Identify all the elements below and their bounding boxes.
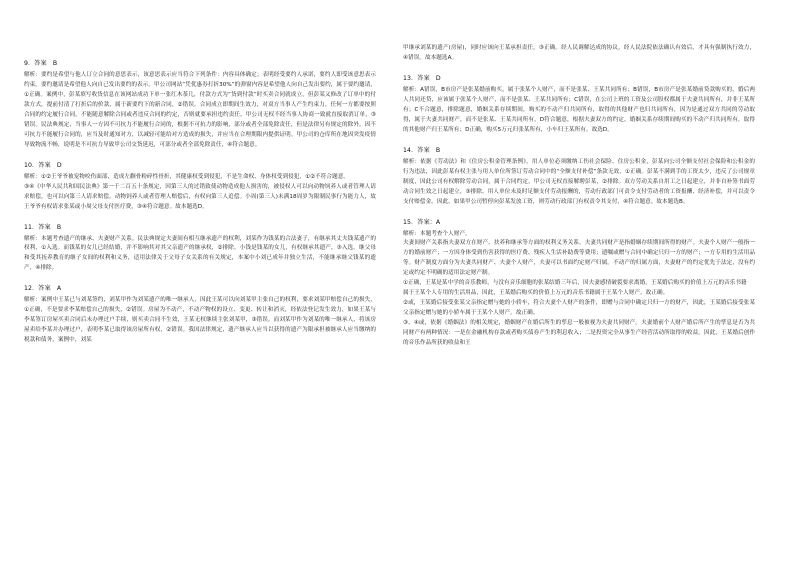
explanation-paragraph: 甲继承刘某的遗产(房屋)，同时应该向王某承担责任，③正确。经人民调解达成的协议，经人民法院依法确认有效后，才具有强制执行效力，④错误。故本题选A。 [403,45,755,61]
explanation-paragraph: ①正确，王某是某中学的音乐教师，与没有音乐细胞的张某结婚三年后，因夫妻感情破裂要求离婚。王某婚后购买的价值上万元的音乐书籍 [403,280,747,287]
answer-block [24,222,376,275]
answer-heading: 14．答案 B [403,146,441,154]
explanation-paragraph: 解析：案例中王某已与刘某签约，刘某甲作为刘某遗产的唯一继承人，因此王某可以向刘某甲主张自己的权利，要求刘某甲赔偿自己的损失，①正确，不是要求李某赔偿自己的损失，②错误。房屋为不动产，不动产物权的设立、变更、转让和消灭，经依法登记发生效力，如果王某与李某签订房屋买卖合同后未办理过户手续，则买卖合同不生效，王某无权继续主张刘某甲，③错误。而刘某甲作为刘某的唯一继承人，将该房屋卖给李某并办理过户，表明李某已取得该房屋所有权，②错误。我国法律规定，遗产继承人应当以获得的遗产为限承担被继承人应当缴纳的税款和债务，案例中，刘某 [24,297,376,344]
answer-heading: 13．答案 D [403,74,441,82]
left-column [24,58,376,355]
right-column [403,44,755,358]
explanation-paragraph: 解析：本题考查个人财产。 [403,230,471,237]
answer-block [403,73,755,136]
answer-heading: 12．答案 A [24,285,62,293]
explanation-paragraph: ③④《中华人民共和国民法典》第一千二百五十条规定，因第三人的过错致使动物造成他人损害的，被侵权人可以向动物饲养人或者管理人请求赔偿，也可以向第三人请求赔偿。动物饲养人或者管理人赔偿后，有权向第三人追偿。小周(第三人)未满18周岁为限制民事行为能力人，故王爷爷有权请求张某或小周父母支付医疗费，③④符合题意。故本题选D。 [24,183,376,210]
answer-block [24,160,376,213]
answer-block [403,145,755,208]
answer-block [403,217,755,349]
explanation-paragraph: ③、④或，依据《婚姻法》的相关规定，婚姻财产在婚后所生的孳息一般被视为夫妻共同财产。夫妻婚前个人财产婚后所产生的孳息是否为共同财产有两种情况：一是在金融机构存款或者购买债券产生的利息收入；二是投资完全从事生产经营活动所取得的收益。因此，王某婚后创作的音乐作品所获的收益和王 [403,320,755,347]
explanation-paragraph: 夫妻间财产关系指夫妻双方在财产、扶养和继承等方面的权利义务关系。夫妻共同财产是指婚姻存续期间所得的财产。夫妻个人财产一般指一方的婚前财产；一方因身体受到伤害获得的医疗费、残疾人生活补助费等费用；遗嘱或赠与合同中确定只归一方的财产；一方专用的生活用品等。财产制度方面分为夫妻共同财产、夫妻个人财产，夫妻可以书面约定财产归属。不动产的归属方面，夫妻财产的约定优先于法定，没有约定或约定不明确的适用法定财产制。 [403,240,755,277]
explanation-paragraph: 解析：要约是希望与他人订立合同的意思表示，该意思表示应当符合下列条件：内容具体确定；表明经受要约人承诺，要约人即受该意思表示约束。要约邀请是希望他人向自己发出要约的表示。甲公司网站“凭优惠券打折30%”的弹窗内容是希望他人向自己发出要约，属于要约邀请，①正确。案例中，彭某填写收货信息在该网站成功下单一张红木茶几，付款方式为“货到付款”时买卖合同就成立，但彭某又修改了订单中的付款方式，提前付清了打折后的价款，属于新要约下的新合同，②错误。合同成立即期间生效力，对双方当事人产生约束力。任何一方都要按照合同的约定履行合同，不能随意解除合同或者违反合同的约定，否则就要承担违约责任。甲公司无权不经当事人协商一致就直接取消订单，③错误。民法典规定，当事人一方因不可抗力不能履行合同的，根据不可抗力的影响，部分或者全部免除责任，但是法律另有规定的除外。因不可抗力不能履行合同的，应当及时通知对方，以减轻可能给对方造成的损失，并应当在合理期限内提供证明。甲公司的仓库所在地因突发疫情导致物流不畅，说明是不可抗力导致甲公司交货延迟，可部分或者全部免除责任，④符合题意。 [24,72,376,148]
answer-block [24,283,376,346]
explanation-paragraph: 解析：A错误，B市房产是张某婚前购买，属于张某个人财产，而不是张某、王某共同所有；B错误，B市房产是张某婚前贷款购买的，婚后两人共同还贷，应该属于张某个人财产，而不是张某、王某共同所有；C错误，在公司上班的工资及公司股权都属于夫妻共同所有，并非王某所有；C不合题意，排除题意，婚姻关系存续期间，购买的不动产归共同所有，取得的其他财产也归共同所有，因为是通过双方共同的劳动取得，属于夫妻共同财产，而不是张某、王某共同所有，D符合题意，根据夫妻双方的约定，婚姻关系存续期间购买的不动产归共同所有，取得的其他财产归王某所有；D正确，购买5万元归张某所有，小车归王某所有。故选D。 [403,86,755,133]
explanation-paragraph: 属于王某个人专用的生活用品，因此，王某婚后购买的价值上万元的音乐书籍属于王某个人财产。故正确。 [403,290,669,297]
answer-heading: 11．答案 B [24,223,62,231]
explanation-paragraph: ②或，王某婚后接受张某父亲指定赠与她的小轿车，符合夫妻个人财产的条件，即赠与合同中确定只归一方的财产，因此，王某婚后接受张某父亲指定赠与她的小轿车属于王某个人财产。故正确。 [403,300,755,317]
answer-heading: 9．答案 B [24,60,58,67]
answer-block [24,58,376,151]
explanation-paragraph: 解析：本题考查遗产的继承、夫妻财产关系。民法典规定夫妻间有相互继承遗产的权利，刘某作为钱某的合法妻子，有继承其丈夫钱某遗产的权利，①入选。而钱某的女儿已经结婚，并不影响其对其父亲遗产的继承权，②排除。小钱是钱某的女儿，有权继承其遗产，③入选。继父母和受其抚养教育的继子女间的权利和义务，适用法律关于父母子女关系的有关规定，本案中小刘已成年并独立生活，不能继承继父钱某的遗产，④排除。 [24,235,376,272]
answer-heading: 10．答案 D [24,161,62,169]
answer-heading: 15．答案：A [403,218,441,226]
answer-block [403,44,755,64]
explanation-paragraph: 解析：依据《劳动法》和《住房公积金管理条例》，用人单位必须缴纳工伤社会保险、住房公积金，彭某向公司全额支付社会保险和公积金的行为违法，因此彭某有权主张与用人单位所签订劳动合同中的“全额支付补偿”条款无效，①正确。彭某不满到手的工资太少，违反了公司规章制度，因此公司有权解除劳动合同，属于合同约定，甲公司无权直接解聘彭某，②排除。双方劳动关系自用工之日起建立，并非自补签书面劳动合同生效之日起建立，③排除。用人单位未及时足额支付劳动报酬的，劳动行政部门可责令支付劳动者的工资报酬、经济补偿，并可以责令支付赔偿金。因此，如果甲公司暂停向彭某发放工资，则劳动行政部门有权责令其支付，④符合题意。故本题选B。 [403,158,755,205]
explanation-paragraph: 解析：①②王爷爷被宠物咬伤面部，造成左颧骨粉碎性骨折，其健康权受到侵犯，不是生命权、身体权受到侵犯，①②不符合题意。 [24,173,350,180]
